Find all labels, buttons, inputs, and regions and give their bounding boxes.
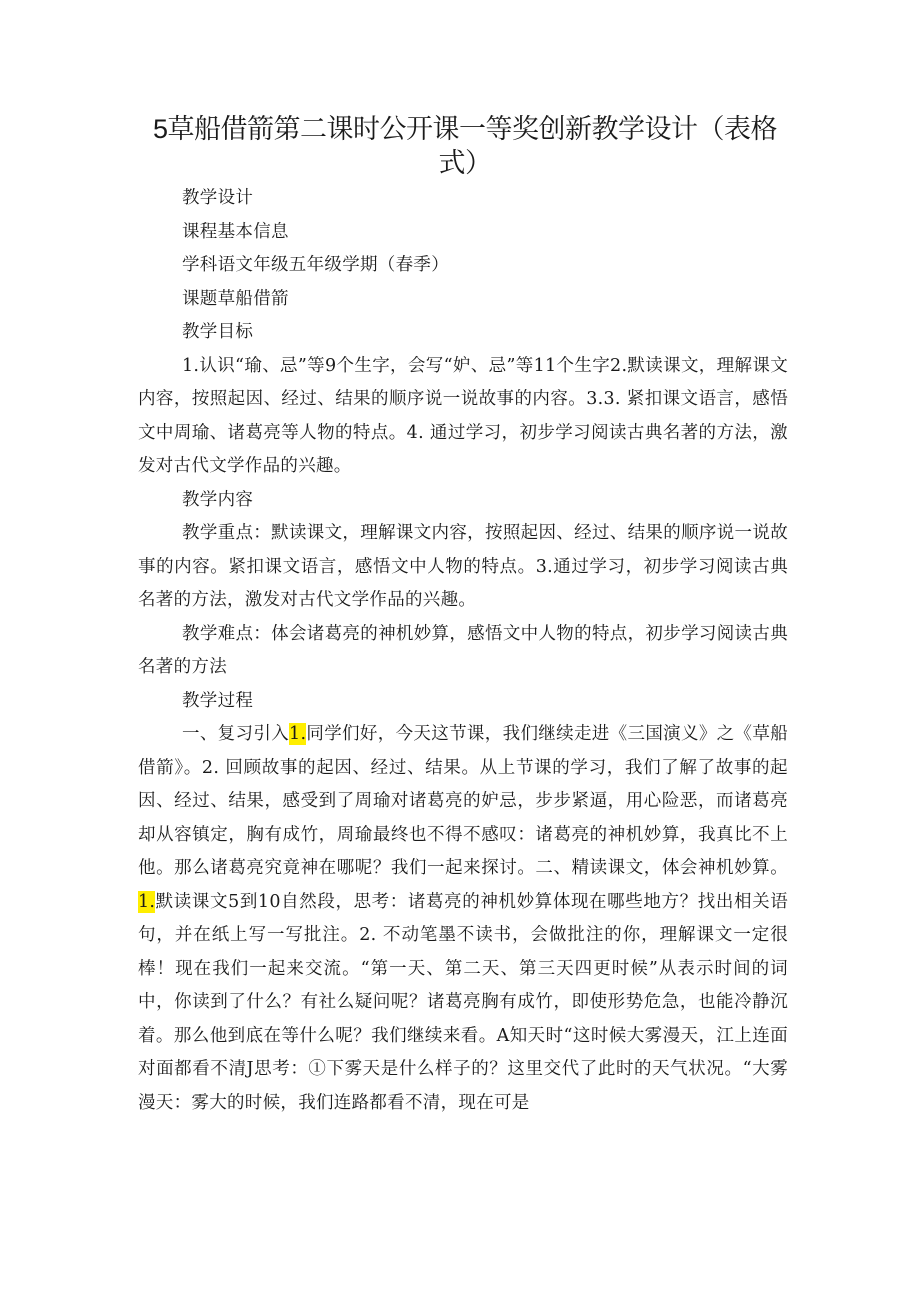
process-text-continued: 默读课文5到10自然段，思考：诸葛亮的神机妙算体现在哪些地方？找出相关语句，并在纸上写一写批注。2. 不动笔墨不读书，会做批注的你，理解课文一定很棒！现在我们一起来交流。“第一天、第二天、第三天四更时候”从表示时间的词中，你读到了什么？有社么疑问呢？诸葛亮胸有成竹，即使形势危急，也能冷静沉着。那么他到底在等什么呢？我们继续来看。A知天时“这时候大雾漫天，江上连面对面都看不清J思考：①下雾天是什么样子的？这里交代了此时的天气状况。“大雾漫天：雾大的时候，我们连路都看不清，现在可是 [138, 891, 788, 1113]
document-body [138, 182, 788, 1120]
document-title: 5草船借箭第二课时公开课一等奖创新教学设计（表格式） [152, 114, 777, 178]
header-line-subject: 学科语文年级五年级学期（春季） [182, 255, 449, 275]
highlight-marker: 1. [138, 891, 156, 912]
header-line-design: 教学设计 [182, 188, 254, 208]
process-paragraph [138, 718, 788, 1120]
objectives-paragraph: 1.认识“瑜、忌”等9个生字，会写“妒、忌”等11个生字2.默读课文，理解课文内容，按照起因、经过、结果的顺序说一说故事的内容。3.3. 紧扣课文语言，感悟文中周瑜、诸葛亮等人物的特点。4. 通过学习，初步学习阅读古典名著的方法，激发对古代文学作品的兴趣。 [138, 355, 788, 476]
key-points-paragraph: 教学重点：默读课文，理解课文内容，按照起因、经过、结果的顺序说一说故事的内容。紧扣课文语言，感悟文中人物的特点。3.通过学习，初步学习阅读古典名著的方法，激发对古代文学作品的兴趣。 [138, 523, 788, 610]
process-text-main: 同学们好，今天这节课，我们继续走进《三国演义》之《草船借箭》。2. 回顾故事的起因、经过、结果。从上节课的学习，我们了解了故事的起因、经过、结果，感受到了周瑜对诸葛亮的妒忌，步步紧逼，用心险恶，而诸葛亮却从容镇定，胸有成竹，周瑜最终也不得不感叹：诸葛亮的神机妙算，我真比不上他。那么诸葛亮究竟神在哪呢？我们一起来探讨。二、精读课文，体会神机妙算。 [138, 724, 788, 878]
header-line-objectives: 教学目标 [182, 322, 254, 342]
process-text-intro: 一、复习引入 [182, 724, 290, 744]
header-line-course-info: 课程基本信息 [182, 221, 289, 242]
process-heading: 教学过程 [182, 690, 254, 711]
header-line-topic: 课题草船借箭 [182, 288, 289, 309]
highlight-marker: 1. [289, 724, 307, 744]
content-heading: 教学内容 [182, 489, 254, 510]
difficulties-paragraph: 教学难点：体会诸葛亮的神机妙算，感悟文中人物的特点，初步学习阅读古典名著的方法 [138, 623, 788, 677]
